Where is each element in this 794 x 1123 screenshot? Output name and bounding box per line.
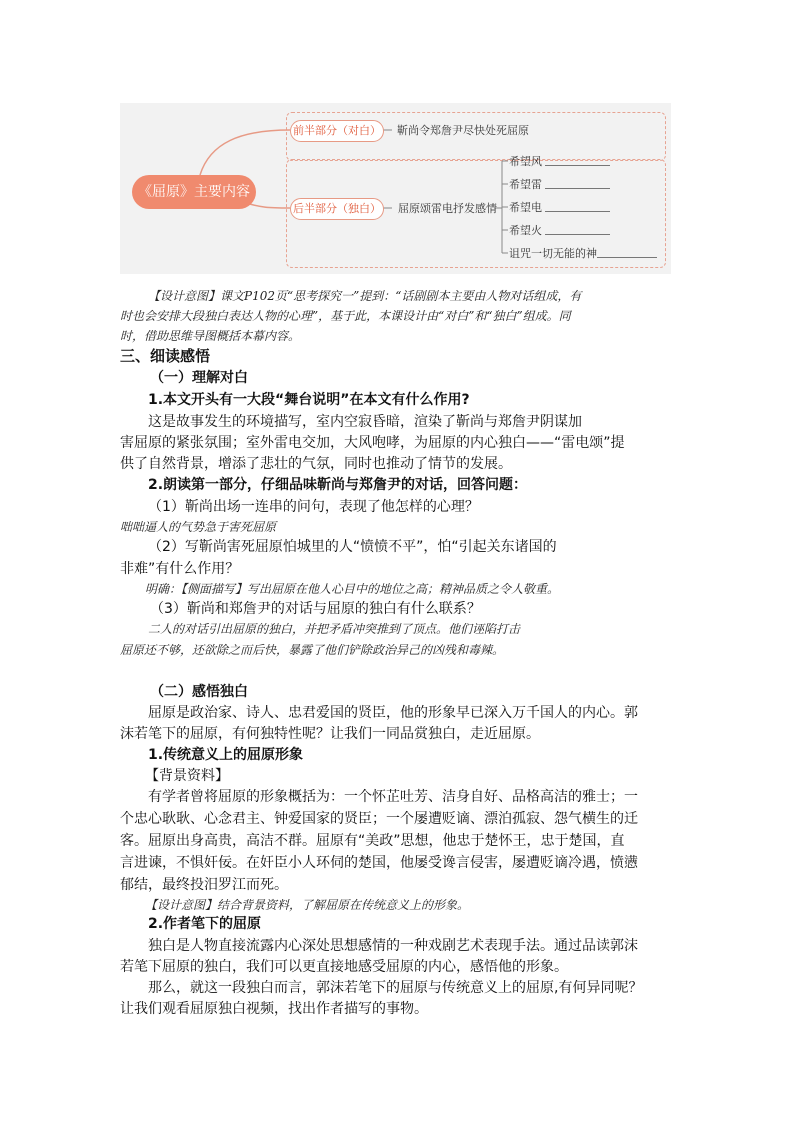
question-2-3: （3）靳尚和郑詹尹的对话与屈原的独白有什么联系？ [150,601,481,617]
background-line5: 郁结，最终投汨罗江而死。 [120,877,288,893]
paragraph-2-line1: 那么，就这一段独白而言，郭沫若笔下的屈原与传统意义上的屈原,有何异同呢？ [148,980,643,996]
question-2-1: （1）靳尚出场一连串的问句，表现了他怎样的心理？ [148,499,479,515]
background-label: 【背景资料】 [145,768,229,784]
subsection-1-title: 1.传统意义上的屈原形象 [148,747,304,763]
answer-1-line3: 供了自然背景，增添了悲壮的气氛，同时也推动了情节的发展。 [120,456,512,472]
answer-1-line1: 这是故事发生的环境描写，室内空寂昏暗，渲染了靳尚与郑詹尹阴谋加 [148,414,582,430]
part-2-intro-line2: 沫若笔下的屈原，有何独特性呢？让我们一同品赏独白，走近屈原。 [120,726,540,742]
leaf-thunder-blank [545,188,610,189]
leaf-lightning-blank [545,211,610,212]
leaf-curse-blank [597,257,657,258]
leaf-fire-blank [545,234,610,235]
part-2-title: （二）感悟独白 [150,684,248,700]
answer-2-2: 明确：【侧面描写】写出屈原在他人心目中的地位之高；精神品质之令人敬重。 [145,582,560,596]
mind-map-root: 《屈原》主要内容 [132,175,256,209]
background-line4: 言进谏，不惧奸佞。在奸臣小人环伺的楚国，他屡受谗言侵害，屡遭贬谪冷遇，愤懑 [120,855,638,871]
question-2-2-line1: （2）写靳尚害死屈原怕城里的人“愤愤不平”，怕“引起关东诸国的 [148,539,557,555]
answer-2-1: 咄咄逼人的气势急于害死屈原 [120,520,277,534]
answer-2-3-line1: 二人的对话引出屈原的独白，并把矛盾冲突推到了顶点。他们诬陷打击 [148,622,521,636]
design-note-1-line3: 时，借助思维导图概括本幕内容。 [120,329,301,343]
question-2: 2.朗读第一部分，仔细品味靳尚与郑詹尹的对话，回答问题： [148,477,528,493]
design-note-1-line2: 时也会安排大段独白表达人物的心理”，基于此，本课设计由“对白”和“独白”组成。同 [120,309,571,323]
design-note-1-line1: 【设计意图】课文P102页“思考探究一”提到：“话剧剧本主要由人物对话组成，有 [148,289,582,303]
leaf-wind-blank [545,165,610,166]
branch-second-half-text: 屈原颂雷电抒发感情 [398,202,497,215]
answer-1-line2: 害屈原的紧张氛围；室外雷电交加，大风咆哮，为屈原的内心独白——“雷电颂”提 [120,435,625,451]
part-2-intro-line1: 屈原是政治家、诗人、忠君爱国的贤臣，他的形象早已深入万千国人的内心。郭 [148,705,638,721]
mind-map [120,103,671,274]
leaf-thunder: 希望雷 [509,178,542,191]
leaf-fire: 希望火 [509,224,542,237]
background-line2: 个忠心耿耿、心念君主、钟爱国家的贤臣；一个屡遭贬谪、漂泊孤寂、怨气横生的迁 [120,811,638,827]
question-2-2-line2: 非难”有什么作用？ [120,561,240,577]
subsection-2-title: 2.作者笔下的屈原 [148,916,262,932]
leaf-lightning: 希望电 [509,201,542,214]
branch-first-half: 前半部分（对白） [290,120,384,142]
paragraph-2-line2: 让我们观看屈原独白视频，找出作者描写的事物。 [120,1001,428,1017]
leaf-wind: 希望风 [509,155,542,168]
leaf-curse: 诅咒一切无能的神 [509,247,597,260]
paragraph-1-line2: 若笔下屈原的独白，我们可以更直接地感受屈原的内心，感悟他的形象。 [120,959,568,975]
branch-first-half-text: 靳尚令郑詹尹尽快处死屈原 [397,124,529,137]
background-line3: 客。屈原出身高贵，高洁不群。屈原有“美政”思想，他忠于楚怀王，忠于楚国，直 [120,833,625,849]
design-note-2: 【设计意图】结合背景资料，了解屈原在传统意义上的形象。 [145,898,470,912]
part-1-title: （一）理解对白 [150,370,248,386]
branch-second-half: 后半部分（独白） [290,198,384,220]
background-line1: 有学者曾将屈原的形象概括为：一个怀芷吐芳、洁身自好、品格高洁的雅士；一 [148,789,638,805]
answer-2-3-line2: 屈原还不够，还欲除之而后快，暴露了他们铲除政治异己的凶残和毒辣。 [120,643,505,657]
paragraph-1-line1: 独白是人物直接流露内心深处思想感情的一种戏剧艺术表现手法。通过品读郭沫 [148,938,638,954]
section-3-title: 三、细读感悟 [120,347,211,365]
question-1: 1.本文开头有一大段“舞台说明”在本文有什么作用? [148,392,470,408]
